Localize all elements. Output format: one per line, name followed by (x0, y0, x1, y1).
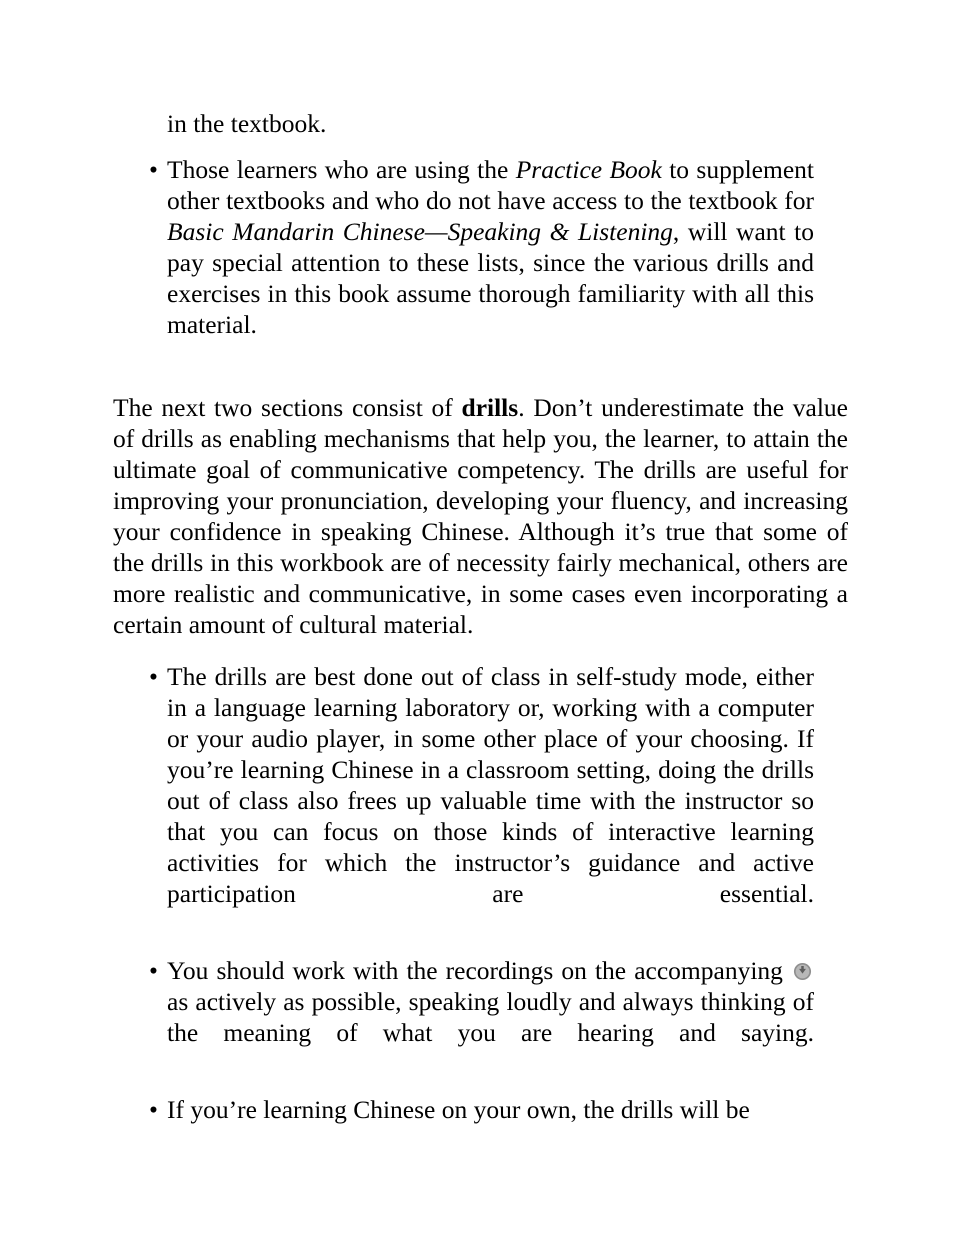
bullet-marker-icon: • (149, 1095, 158, 1124)
drills-paragraph (113, 392, 848, 640)
text-run: The drills are best done out of class in self-study mode, either in a language learning laboratory or, working with a computer or your audio player, in some other place of your choosing. If you’re learning Chinese in a classroom setting, doing the drills out of class also frees up valuable time with the instructor so that you can focus on those kinds of interactive learning activities for which the instructor’s guidance and active participation are essential. (167, 662, 814, 908)
text-run: to supplement other textbooks and who do not have access to the textbook for (167, 155, 814, 215)
italic-text: Practice Book (515, 155, 662, 184)
page-content (113, 108, 848, 1125)
text-run: You should work with the recordings on the accompanying (167, 956, 791, 985)
audio-disc-icon (793, 962, 812, 981)
list-item-text (167, 662, 814, 939)
bullet-list-practice-book (113, 154, 848, 371)
continuation-line: in the textbook. (167, 109, 327, 138)
list-item (149, 955, 814, 1079)
text-run: If you’re learning Chinese on your own, the drills will be (167, 1095, 750, 1124)
bullet-marker-icon: • (149, 956, 158, 985)
list-item-text (167, 956, 814, 1078)
spacer (113, 640, 848, 661)
list-item (149, 661, 814, 940)
spacer (113, 940, 848, 955)
spacer (113, 1079, 848, 1094)
text-run: as actively as possible, speaking loudly and always thinking of the meaning of what you are hearing and saying. (167, 987, 814, 1047)
list-item (149, 154, 814, 371)
bullet-marker-icon: • (149, 155, 158, 184)
text-run: The next two sections consist of (113, 393, 462, 422)
text-run: , will want to pay special attention to these lists, since the various drills and exercises in this book assume thorough familiarity with all this material. (167, 217, 814, 339)
list-item-text (167, 155, 814, 370)
text-run: Those learners who are using the (167, 155, 516, 184)
list-item-text (167, 1095, 750, 1124)
list-item (149, 1094, 814, 1125)
bold-text: drills (461, 393, 519, 422)
spacer (113, 371, 848, 392)
text-run: . Don’t underestimate the value of drills as enabling mechanisms that help you, the learner, to attain the ultimate goal of communicative competency. The drills are useful for improving your pronunciation, developing your fluency, and increasing your confidence in speaking Chinese. Although it’s true that some of the drills in this workbook are of necessity fairly mechanical, others are more realistic and communicative, in some cases even incorporating a certain amount of cultural material. (113, 393, 848, 639)
bullet-list-drills-advice (113, 661, 848, 1125)
bullet-marker-icon: • (149, 662, 158, 691)
spacer (113, 139, 848, 154)
italic-text: Basic Mandarin Chinese—Speaking & Listening (167, 217, 673, 246)
